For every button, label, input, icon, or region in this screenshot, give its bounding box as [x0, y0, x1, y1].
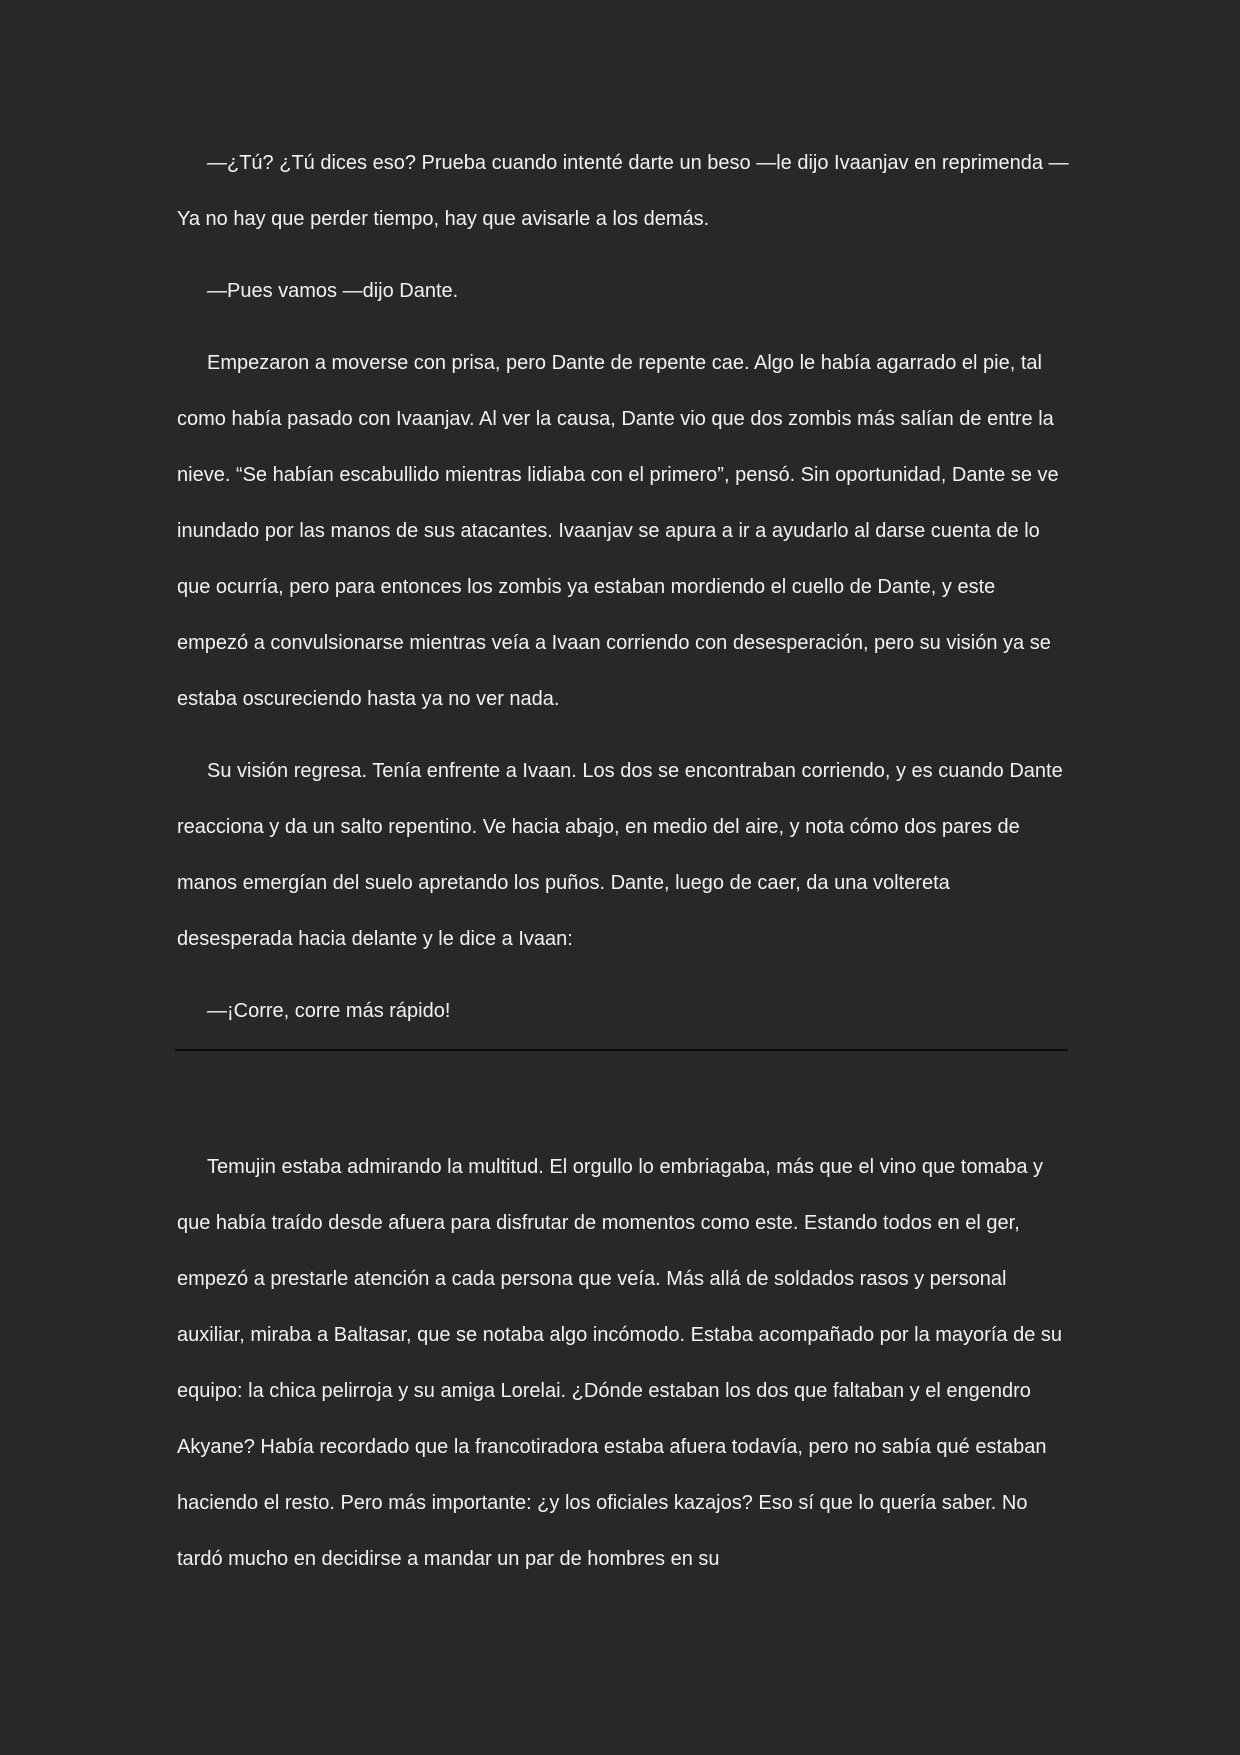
- paragraph: —Pues vamos —dijo Dante.: [207, 280, 459, 302]
- paragraph: —¡Corre, corre más rápido!: [207, 1000, 451, 1022]
- paragraph: Su visión regresa. Tenía enfrente a Ivaan. Los dos se encontraban corriendo, y es cuando Dante reacciona y da un salto repentino. Ve hacia abajo, en medio del aire, y nota cómo dos pares de manos emergían del suelo apretando los puños. Dante, luego de caer, da una voltereta desesperada hacia delante y le dice a Ivaan:: [177, 760, 1063, 950]
- paragraph: Empezaron a moverse con prisa, pero Dante de repente cae. Algo le había agarrado el pie, tal como había pasado con Ivaanjav. Al ver la causa, Dante vio que dos zombis más salían de entre la nieve. “Se habían escabullido mientras lidiaba con el primero”, pensó. Sin oportunidad, Dante se ve inundado por las manos de sus atacantes. Ivaanjav se apura a ir a ayudarlo al darse cuenta de lo que ocurría, pero para entonces los zombis ya estaban mordiendo el cuello de Dante, y este empezó a convulsionarse mientras veía a Ivaan corriendo con desesperación, pero su visión ya se estaba oscureciendo hasta ya no ver nada.: [177, 352, 1059, 710]
- document-page: [177, 135, 1069, 1603]
- paragraph: —¿Tú? ¿Tú dices eso? Prueba cuando intenté darte un beso —le dijo Ivaanjav en reprimenda — Ya no hay que perder tiempo, hay que avisarle a los demás.: [177, 152, 1069, 230]
- section-divider: [175, 1049, 1068, 1051]
- paragraph: Temujin estaba admirando la multitud. El orgullo lo embriagaba, más que el vino que tomaba y que había traído desde afuera para disfrutar de momentos como este. Estando todos en el ger, empezó a prestarle atención a cada persona que veía. Más allá de soldados rasos y personal auxiliar, miraba a Baltasar, que se notaba algo incómodo. Estaba acompañado por la mayoría de su equipo: la chica pelirroja y su amiga Lorelai. ¿Dónde estaban los dos que faltaban y el engendro Akyane? Había recordado que la francotiradora estaba afuera todavía, pero no sabía qué estaban haciendo el resto. Pero más importante: ¿y los oficiales kazajos? Eso sí que lo quería saber. No tardó mucho en decidirse a mandar un par de hombres en su: [177, 1156, 1062, 1570]
